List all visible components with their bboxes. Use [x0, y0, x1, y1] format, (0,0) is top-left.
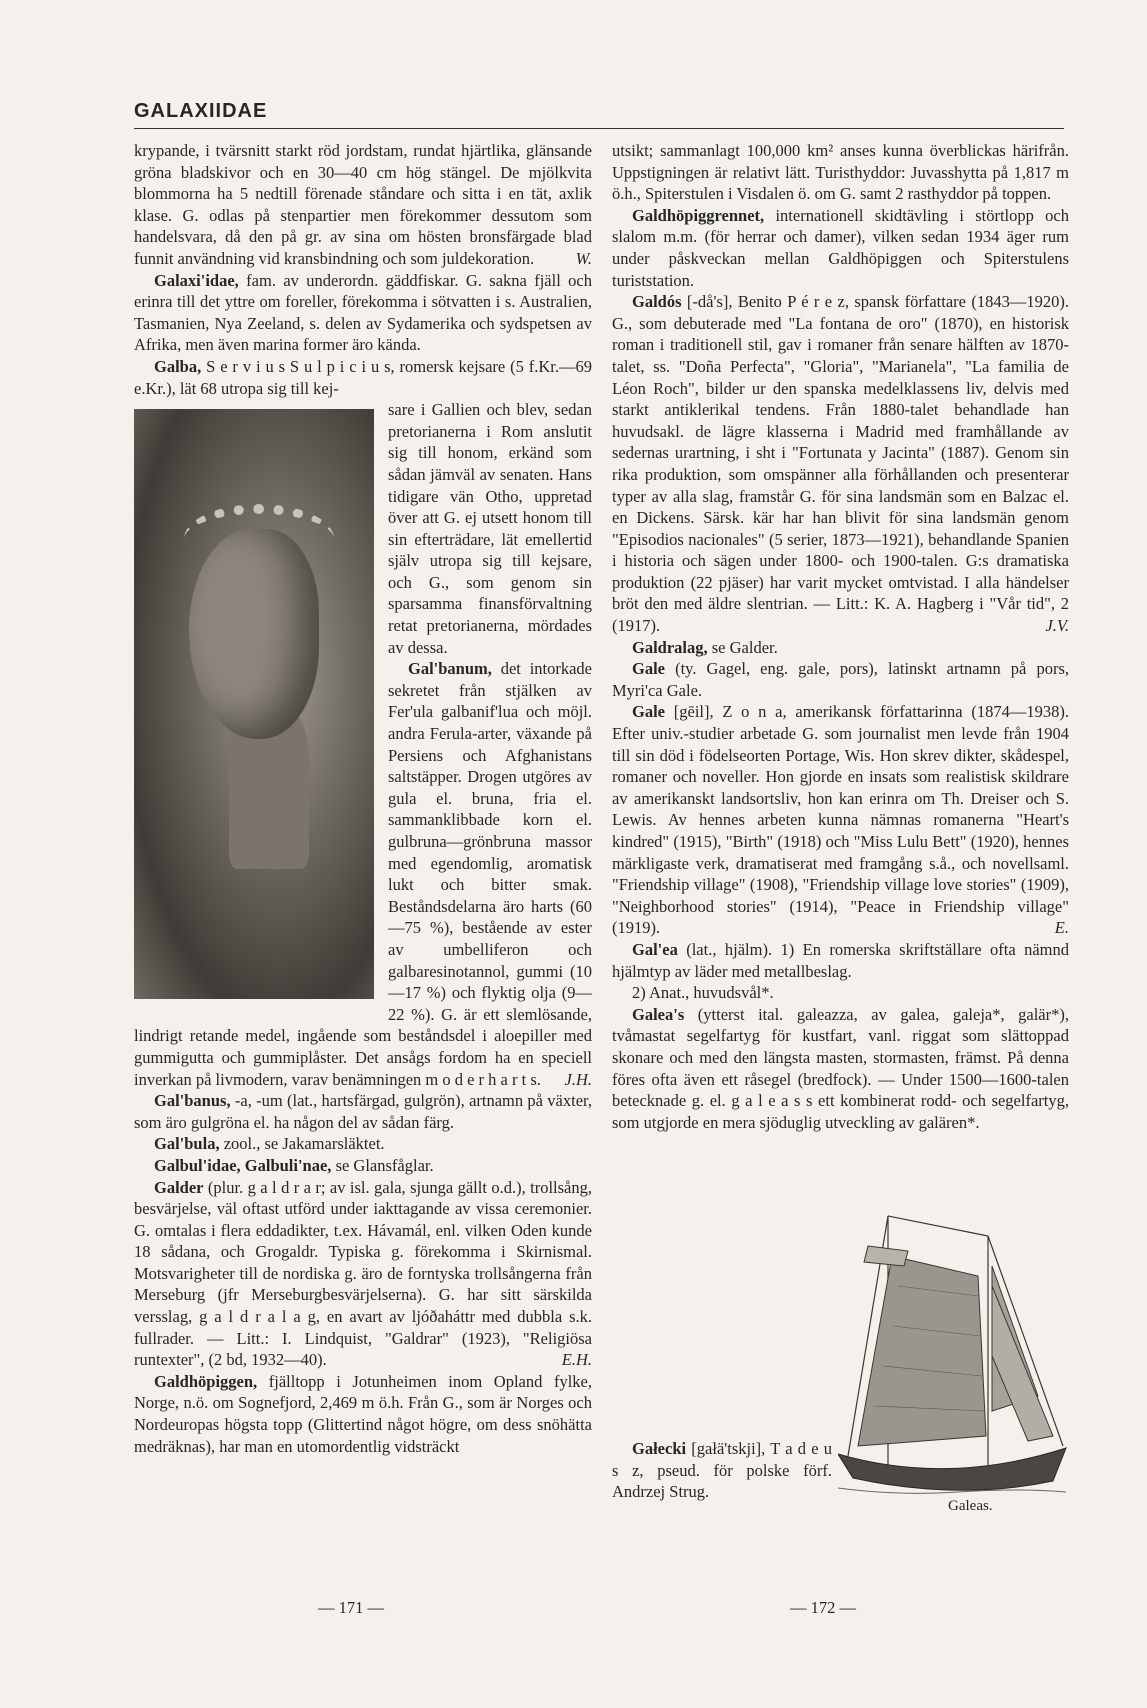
- headword: Galdralag,: [632, 637, 708, 657]
- sailing-ship-illustration: [838, 1196, 1068, 1526]
- entry-galbanum: Gal'banum, det intorkade sekretet från stjälken av Fer'ula galbanif'lua och möjl. andra Ferula-arter, växande på Persiens och Afghanistans saltstäpper. Drogen utgöres av gula el. bruna, fria el. sammanklibbade korn el. gulbruna—grönbruna massor med egendomlig, aromatisk lukt och bitter smak. Beståndsdelarna äro harts (60—75 %), bestående av ester av umbelliferon och galbaresinotannol, gummi (10—17 %) och flyktig olja (9—22 %). G. är ett slemlösande, lindrigt retande medel, ingående som beståndsdel i aloepiller med gummigutta och gummiplåster. Det ansågs fordom ha en speciell inverkan på livmodern, varav benämningen m o d e r h a r t s. J.H.: [134, 659, 592, 1089]
- entry-galdos: Galdós [-då's], Benito P é r e z, spansk författare (1843—1920). G., som debuterade med "La fontana de oro" (1870), en historisk roman i traditionell stil, gav i romaner från senare hälften av 1870-talet, ss. "Doña Perfecta", "Gloria", "Marianela", "La familia de Léon Roch", bilder ur den spanska medelklassens liv, delvis med starkt antiklerikal tendens. Från 1880-talet behandlade han huvudsakl. de lägre klasserna i Madrid med framhållande av sedernas urartning, i sht i "Fortunata y Jacinta" (1887). Genom sin rika produktion, som omspänner alla förhållanden och presenterar typer av alla slag, framstår G. för sina landsmän som en Balzac el. en Dickens. Särsk. kär har han blivit för sina landsmän genom "Episodios nacionales" (5 serier, 1873—1921), behandlande Spanien i historia och sägen under 1800- och 1900-talen. G:s dramatiska produktion (22 pjäser) har varit mycket omtvistad. I alla händelser bröt den med äldre slentrian. — Litt.: K. A. Hagberg i "Vår tid", 2 (1917). J.V.: [612, 292, 1069, 636]
- entry-galder: Galder (plur. g a l d r a r; av isl. gala, sjunga gällt o.d.), trollsång, besvärjelse, väl oftast utförd under iakttagande av vissa ceremonier. G. omtalas i flera eddadikter, t.ex. Hávamál, enl. vilken Oden kunde 18 sådana, och Grogaldr. Typiska g. förekomma i Skirnismal. Motsvarigheter till de nordiska g. äro de forntyska trollsångerna från Merseburg (jfr Merseburgbesvärjelserna). G. har sitt särskilda versslag, g a l d r a l a g, en avart av ljóðaháttr med dubbla s.k. fullrader. — Litt.: I. Lindquist, "Galdrar" (1923), "Religiösa runtexter", (2 bd, 1932—40). E.H.: [134, 1177, 592, 1370]
- entry-galba-cont: sare i Gallien och blev, sedan pretorianerna i Rom anslutit sig till honom, erkänd som sådan jämväl av senaten. Hans tidigare vän Otho, uppretad över att G. ej utsett honom till sin efterträdare, lät emellertid själv utropa sig till kejsare, och G., som genom sin sparsamma finansförvaltning retat pretorianerna, mördades av dessa.: [388, 400, 592, 657]
- entry-galecki: Gałecki [gałä'tskji], T a d e u s z, pseud. för polske förf. Andrzej Strug.: [612, 1439, 832, 1502]
- entry-galba: Galba, S e r v i u s S u l p i c i u s, romersk kejsare (5 f.Kr.—69 e.Kr.), lät 68 utropa sig till kej-: [134, 356, 592, 398]
- entry-galdhopiggen: Galdhöpiggen, fjälltopp i Jotunheimen inom Opland fylke, Norge, n.ö. om Sognefjord, 2,469 m ö.h. Från G., som är Norges och Nordeuropas högsta topp (Glittertind något högre, om dess snöhätta medräknas), har man en utomordentlig vidsträckt: [134, 1371, 592, 1456]
- running-head: GALAXIIDAE: [134, 100, 268, 122]
- headword: Galaxi'idae,: [154, 270, 239, 290]
- headword: Galea's: [632, 1004, 685, 1024]
- headword: Galbul'idae, Galbuli'nae,: [154, 1155, 332, 1175]
- header-rule: [134, 128, 1064, 129]
- headword: Galdhöpiggen,: [154, 1371, 258, 1391]
- page-number-left: — 171 —: [318, 1598, 384, 1617]
- page-number-right: — 172 —: [790, 1598, 856, 1617]
- right-column: [612, 140, 1069, 1133]
- entry-gale-plant: Gale (ty. Gagel, eng. gale, pors), latinskt artnamn på pors, Myri'ca Gale.: [612, 659, 1069, 700]
- headword: Galder: [154, 1177, 204, 1197]
- entry-galea-2: 2) Anat., huvudsvål*.: [632, 983, 774, 1003]
- headword: Galba,: [154, 356, 202, 376]
- entry-galeas: Galea's (ytterst ital. galeazza, av galea, galeja*, galär*), tvåmastat segelfartyg för kustfart, vanl. riggat som slättoppad skonare och med den längsta masten, stormasten, främst. På denna föres ofta även ett råsegel (bredfock). — Under 1500—1600-talen betecknade g. el. g a l e a s s ett kombinerat rodd- och segelfartyg, som utgjorde en mera sjöduglig utveckling av galären*.: [612, 1004, 1069, 1132]
- entry-galdralag: Galdralag, se Galder.: [632, 637, 778, 657]
- headword: Gal'banus,: [154, 1091, 231, 1111]
- headword: Gal'ea: [632, 939, 678, 959]
- headword: Gałecki: [632, 1439, 687, 1458]
- headword: Gal'banum,: [408, 659, 492, 679]
- entry-galaxiidae: Galaxi'idae, fam. av underordn. gäddfiskar. G. sakna fjäll och erinra till det yttre om foreller, förekomma i sötvatten i s. Australien, Tasmanien, Nya Zeeland, s. delen av Sydamerika och sydspetsen av Afrika, men även marina former äro kända.: [134, 270, 592, 355]
- entry-galbanus: Gal'banus, -a, -um (lat., hartsfärgad, gulgrön), artnamn på växter, som äro gulgröna el. ha någon del av sådan färg.: [134, 1091, 592, 1132]
- right-column-end: [612, 1438, 832, 1503]
- figure-caption: Galeas.: [948, 1498, 993, 1514]
- author-signature: E.H.: [561, 1350, 592, 1370]
- galba-portrait-figure: [134, 399, 374, 1019]
- left-column: [134, 140, 592, 1457]
- author-signature: W.: [575, 248, 592, 268]
- headword: Gale: [632, 702, 665, 722]
- entry-galbulidae: Galbul'idae, Galbuli'nae, se Glansfåglar.: [154, 1155, 434, 1175]
- author-signature: J.H.: [564, 1069, 592, 1089]
- author-signature: E.: [1054, 918, 1069, 938]
- entry-galdhopiggen-cont: utsikt; sammanlagt 100,000 km² anses kunna överblickas härifrån. Uppstigningen är relativt lätt. Turisthyddor: Juvasshytta på 1,817 m ö.h., Spiterstulen i Visdalen ö. om G. samt 2 rasthyddor på toppen.: [612, 141, 1069, 204]
- entry-galea: Gal'ea (lat., hjälm). 1) En romerska skriftställare ofta nämnd hjälmtyp av läder med metallbeslag.: [612, 939, 1069, 981]
- headword: Galdhöpiggrennet,: [632, 205, 765, 225]
- entry-galax-cont: krypande, i tvärsnitt starkt röd jordstam, rundat hjärtlika, glänsande gröna bladskivor och en 30—40 cm hög stängel. De mjölkvita blommorna ha 5 nedtill förenade ståndare och sitta i en tät, axlik klase. G. odlas på stenpartier men förekommer dessutom som handelsvara, då den på gr. av sina om hösten bronsfärgade blad funnit användning vid kransbindning och som juldekoration. W.: [134, 141, 592, 268]
- headword: Gale: [632, 659, 665, 679]
- headword: Galdós: [632, 292, 682, 312]
- headword: Gal'bula,: [154, 1134, 220, 1154]
- coin-portrait-image: [134, 409, 374, 999]
- entry-gale-zona: Gale [gēil], Z o n a, amerikansk författarinna (1874—1938). Efter univ.-studier arbetade G. som journalist men levde från 1904 till sin död i födelseorten Portage, Wis. Hon skrev dikter, skådespel, romaner och noveller. Hon gjorde en insats som realistisk skildrare av amerikanskt landsortsliv, hon kan erinra om Th. Dreiser och S. Lewis. Av hennes arbeten kunna nämnas romanerna "Heart's kindred" (1915), "Birth" (1918) och "Miss Lulu Bett" (1920), hennes märkligaste verk, dramatiserat med framgång s.å., och novellsaml. "Friendship village" (1908), "Friendship village love stories" (1909), "Neighborhood stories" (1914), "Peace in Friendship village" (1919). E.: [612, 702, 1069, 938]
- entry-galdhopiggrennet: Galdhöpiggrennet, internationell skidtävling i störtlopp och slalom m.m. (för herrar och damer), vilken sedan 1934 äger rum under påskveckan mellan Galdhöpiggen och Spiterstulens turiststation.: [612, 205, 1069, 290]
- entry-galbula: Gal'bula, zool., se Jakamarsläktet.: [154, 1134, 385, 1154]
- portrait-head: [189, 529, 319, 739]
- galeas-ship-figure: [838, 1196, 1068, 1536]
- author-signature: J.V.: [1045, 616, 1069, 636]
